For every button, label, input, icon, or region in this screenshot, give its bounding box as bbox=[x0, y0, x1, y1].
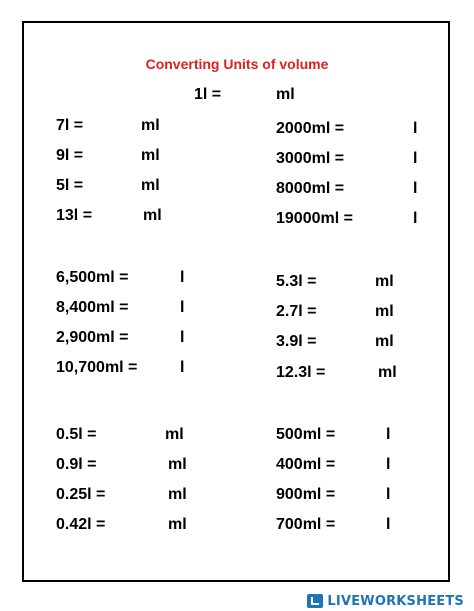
unit-label: ml bbox=[141, 177, 160, 194]
unit-label: l bbox=[180, 299, 185, 316]
question-label: 0.5l = bbox=[56, 426, 97, 443]
unit-label: l bbox=[180, 359, 185, 376]
question-label: 5l = bbox=[56, 177, 84, 194]
question-label: 0.42l = bbox=[56, 516, 106, 533]
header-question: 1l = bbox=[194, 86, 222, 103]
unit-label: ml bbox=[168, 486, 187, 503]
unit-label: ml bbox=[168, 516, 187, 533]
unit-label: ml bbox=[143, 207, 162, 224]
question-label: 9l = bbox=[56, 147, 84, 164]
question-label: 2.7l = bbox=[276, 303, 317, 320]
worksheet-title: Converting Units of volume bbox=[145, 56, 329, 72]
question-label: 8,400ml = bbox=[56, 299, 129, 316]
unit-label: ml bbox=[141, 117, 160, 134]
unit-label: ml bbox=[141, 147, 160, 164]
unit-label: l bbox=[413, 150, 418, 167]
liveworksheets-brand[interactable] bbox=[303, 591, 474, 611]
unit-label: l bbox=[180, 329, 185, 346]
unit-label: l bbox=[386, 456, 391, 473]
question-label: 400ml = bbox=[276, 456, 336, 473]
question-label: 5.3l = bbox=[276, 273, 317, 290]
unit-label: ml bbox=[375, 303, 394, 320]
question-label: 12.3l = bbox=[276, 364, 326, 381]
unit-label: ml bbox=[378, 364, 397, 381]
question-label: 2,900ml = bbox=[56, 329, 129, 346]
question-label: 19000ml = bbox=[276, 210, 353, 227]
unit-label: ml bbox=[375, 273, 394, 290]
question-label: 13l = bbox=[56, 207, 93, 224]
unit-label: l bbox=[386, 516, 391, 533]
question-label: 0.25l = bbox=[56, 486, 106, 503]
question-label: 7l = bbox=[56, 117, 84, 134]
unit-label: l bbox=[386, 426, 391, 443]
question-label: 0.9l = bbox=[56, 456, 97, 473]
question-label: 10,700ml = bbox=[56, 359, 138, 376]
unit-label: l bbox=[413, 210, 418, 227]
unit-label: l bbox=[180, 269, 185, 286]
question-label: 8000ml = bbox=[276, 180, 345, 197]
unit-label: l bbox=[386, 486, 391, 503]
question-label: 3000ml = bbox=[276, 150, 345, 167]
question-label: 3.9l = bbox=[276, 333, 317, 350]
unit-label: ml bbox=[165, 426, 184, 443]
question-label: 900ml = bbox=[276, 486, 336, 503]
question-label: 500ml = bbox=[276, 426, 336, 443]
unit-label: l bbox=[413, 180, 418, 197]
unit-label: ml bbox=[168, 456, 187, 473]
brand-name: LIVEWORKSHEETS bbox=[327, 593, 464, 609]
unit-label: l bbox=[413, 120, 418, 137]
question-label: 2000ml = bbox=[276, 120, 345, 137]
question-label: 6,500ml = bbox=[56, 269, 129, 286]
footer-bar bbox=[0, 591, 474, 611]
unit-label: ml bbox=[375, 333, 394, 350]
liveworksheets-logo-icon bbox=[307, 594, 323, 608]
header-unit: ml bbox=[276, 86, 295, 103]
question-label: 700ml = bbox=[276, 516, 336, 533]
